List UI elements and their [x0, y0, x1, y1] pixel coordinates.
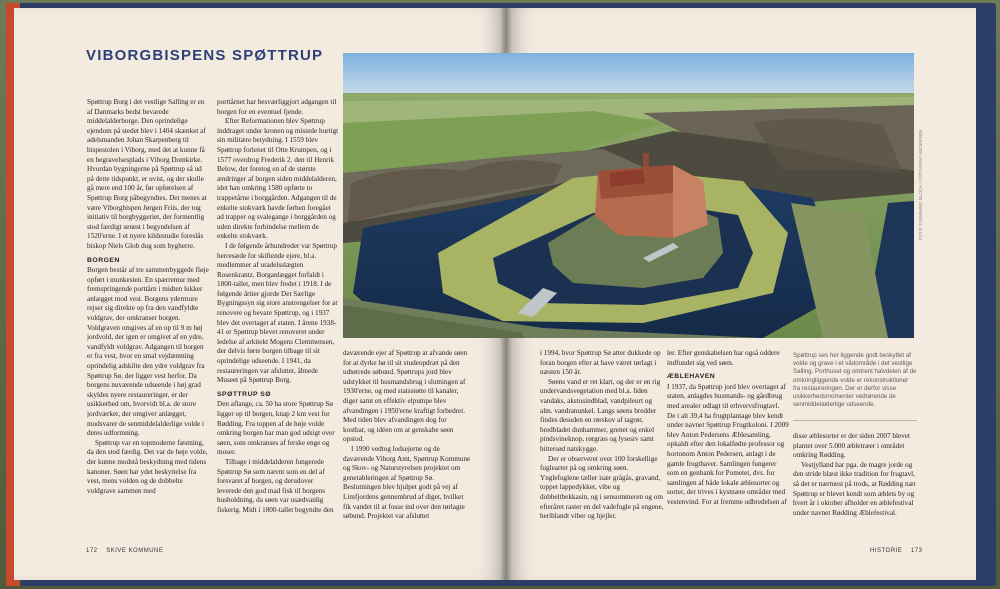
folio-label-right: HISTORIE	[870, 548, 903, 554]
paragraph: i 1994, hvor Spøttrup Sø atter dukkede op foran borgen efter at have været tørlagt i næsten 150 år.	[540, 349, 661, 377]
section-heading-borgen: BORGEN	[87, 256, 120, 264]
paragraph: Der er observeret over 100 forskellige fuglearter på og omkring søen. Ynglefuglene tæller især grågås, gravand, toppet lappedykker, vibe og dobbeltbekkasin, og i sensommeren og om efteråret raster en del vadefugle på engene, heriblandt viber og hjejler.	[540, 454, 664, 521]
paragraph: daværende ejer af Spøttrup at afvande søen for at dyrke hø til sit studeopdræt på den udtørrede søbund. Spøttrups jord blev udstykket til husmandsbrug i slutningen af 1930'erne, og med statsstøtte til kanaler, diger samt en effektiv elpumpe blev afvandingen i 1950'erne kraftigt forbedret. Med tiden blev afvandingen dog for kostbar, og idéen om at genskabe søen opstod.	[343, 349, 468, 444]
paragraph: I 1990 vedtog lodsejerne og de daværende Viborg Amt, Spøttrup Kommune og Skov- og Naturstyrelsen projektet om genetableringen af Spøttrup Sø. Beslutningen blev hjulpet godt på vej af Limfjordens gennembrud af diget, hvilket fik vandet til at fosse ind over den tørlagte søbund. Projektet var afsluttet	[343, 444, 471, 521]
page-number-left: 172	[86, 548, 98, 554]
paragraph: ler. Efter genskabelsen har også oddere indfundet sig ved søen.	[667, 349, 780, 367]
paragraph: Spøttrup Borg i det vestlige Salling er en af Danmarks bedst bevarede middelalderborge. Den oprindelige ejendom på stedet blev i 1404 skænket af adelsmanden Johan Skarpenberg til bispestolen i Viborg, med det at kunne få en begravelsesplads i Viborg Domkirke. Hvordan bygningerne på Spøttrup så ud på dette tidspunkt, er uvist, og der skulle gå mere end 100 år, før opførelsen af Spøttrup Borg påbegyndtes. Det menes at være Viborgbispen Jørgen Friis, der tog initiativ til borgbyggeriet, der formentlig stod færdigt senest i begyndelsen af 1520'erne. I et nyere kildestudie foreslås biskop Niels Glob dog som bygherre.	[87, 98, 207, 250]
paragraph: I 1937, da Spøttrup jord blev overtaget af staten, anlagdes husmands- og gårdbrug med arealer udlagt til erhvervsfrugtavl. De i alt 39,4 ha frugtplantage blev kendt under navnet Spøttrup Frugtkoloni. I 2009 blev Anton Pedersens Æblesamling, opkaldt efter den lokalfødte professor og hortonom Anton Pedersen, anlagt i de gamle frugthaver. Samlingen fungerer som en genbank for Pometet, dvs. for samlingen af både lokale æblesorter og sorter, der trives i kystnære områder med vestenvind. For at fremme udbredelsen af	[667, 382, 789, 506]
text-column-5	[667, 349, 789, 539]
paragraph: Søens vand er ret klart, og der er en rig undervandsvegetation med bl.a. liden vandaks, akstusindblad, vandpileurt og alm. vandranunkel. Langs søens bredder findes desuden en rørskov af tagrør, bredbladet dunhammer, grenet og enkel pindsvineknop, rørgræs og lysesiv samt bittersød natskygge.	[540, 377, 661, 453]
photo-credit: FOTO: FLEMMING BLOCH / FOTOGRAF ANDERSEN	[918, 129, 923, 240]
text-column-4	[540, 349, 664, 539]
folio-right	[870, 548, 922, 554]
paragraph: Efter Reformationen blev Spøttrup inddraget under kronen og mistede hurtigt sin militære betydning. I 1559 blev Spøttrup forlenet til Otte Krumpen, og i 1577 overdrog Frederik 2. den til Henrik Below, der foretog en af de største ændringer af borgen siden middelalderen, idet han omkring 1580 opførte to trappetårne i borggården. Adgangen til de enkelte stokværk havde førhen foregået ad trapper og svalegange i borggården og uden direkte forbindelse mellem de enkelte stokværk.	[217, 117, 339, 241]
aerial-castle-photo	[343, 53, 914, 338]
paragraph: Borgen består af tre sammenbyggede fløje opført i munkesten. En spærremur med fremspringende porttårn i midten lukker anlægget mod vest. Borgens ydermure rejser sig direkte op fra den vandfyldte voldgrav, der omkranser borgen. Voldgraven omgives af en op til 9 m høj jordvold, der igen er omgivet af en ydre, vandfyldt voldgrav. Adgangen til borgen er fra vest, hvor en smal vejdæmning oprindelig adskilte den ydre voldgrav fra Spøttrup Sø, der ligger vest herfor. Da borgens nuværende udseende i høj grad skyldes nyere restaureringer, er der usikkerhed om, hvorvidt bl.a. de store jordværker, der omgiver anlægget, modsvarer de senmiddelalderlige volde i deres udformning.	[87, 266, 209, 438]
caption-divider	[793, 420, 917, 421]
paragraph: Vestjylland har pga. de magre jorde og den stride blæst ikke tradition for frugtavl, så det er nærmest på trods, at Rødding nær Spøttrup er blevet kendt som æblets by og hvert år i oktober afholder en æblefestival under navnet Rødding Æblefestival.	[793, 460, 916, 517]
paragraph: Tilbage i middelalderen fungerede Spøttrup Sø som nævnt som en del af forsvaret af borgen, og derudover leverede den god mad fisk til borgens husholdning, da søen var usædvanlig fiskerig. Midt i 1800-tallet begyndte den	[217, 457, 334, 514]
text-column-1	[87, 98, 209, 538]
section-heading-spottrup-so: SPØTTRUP SØ	[217, 390, 272, 398]
paragraph: Den aflange, ca. 50 ha store Spøttrup Sø ligger op til borgen, knap 2 km vest for Rødding. Fra toppen af de høje volde omkring borgen har man god udsigt over søen, som omkranses af ferske enge og moser.	[217, 400, 335, 457]
text-column-6	[793, 432, 917, 537]
paragraph: Spøttrup var en topmoderne fæstning, da den stod færdig. Det var de høje volde, der kunne modstå beskydning med tidens kanoner. Søen har ydet beskyttelse fra vest, mens volden og de dobbelte voldgrave sammen med	[87, 438, 208, 495]
page-title: VIBORGBISPENS SPØTTRUP	[86, 47, 324, 64]
page-number-right: 173	[910, 548, 923, 554]
paragraph: disse æblesorter er der siden 2007 blevet plantet over 5.000 æbletræer i området omkring Rødding.	[793, 432, 910, 460]
section-heading-aeblehaven: ÆBLEHAVEN	[667, 373, 716, 381]
folio-label-left: SKIVE KOMMUNE	[106, 548, 164, 554]
text-column-2	[217, 98, 339, 538]
paragraph: porttårnet har besværliggjort adgangen til borgen for en eventuel fjende.	[217, 98, 337, 116]
photo-caption: Spøttrup ses her liggende godt beskyttet af volde og grave i et vådområde i det vestlige Salling. Porthuset og omtrent halvdelen af de omkringliggende volde er rekonstruktioner fra restaureringen. Der er derfor visse usikkerhedsmomenter vedrørende de senmiddelalderlige udseende.	[793, 352, 917, 409]
folio-left	[86, 548, 163, 554]
paragraph: I de følgende århundreder var Spøttrup herresæde for skiftende ejere, bl.a. medlemmer af uradelsslægten Rosenkrantz. Borganlægget forfaldt i 1800-tallet, men blev fredet i 1918. I de følgende årtier gjorde Det Særlige Bygningssyn sig store anstrengelser for at renovere og bevare Spøttrup, og i 1937 blev det overtaget af staten. I årene 1938-41 er Spøttrup blevet renoveret under ledelse af arkitekt Mogens Clemmensen, der delvis førte borgen tilbage til sit oprindelige udseende. I 1941, da restaureringen var afsluttet, åbnede Museet på Spøttrup Borg.	[217, 241, 338, 385]
text-column-3	[343, 349, 471, 539]
